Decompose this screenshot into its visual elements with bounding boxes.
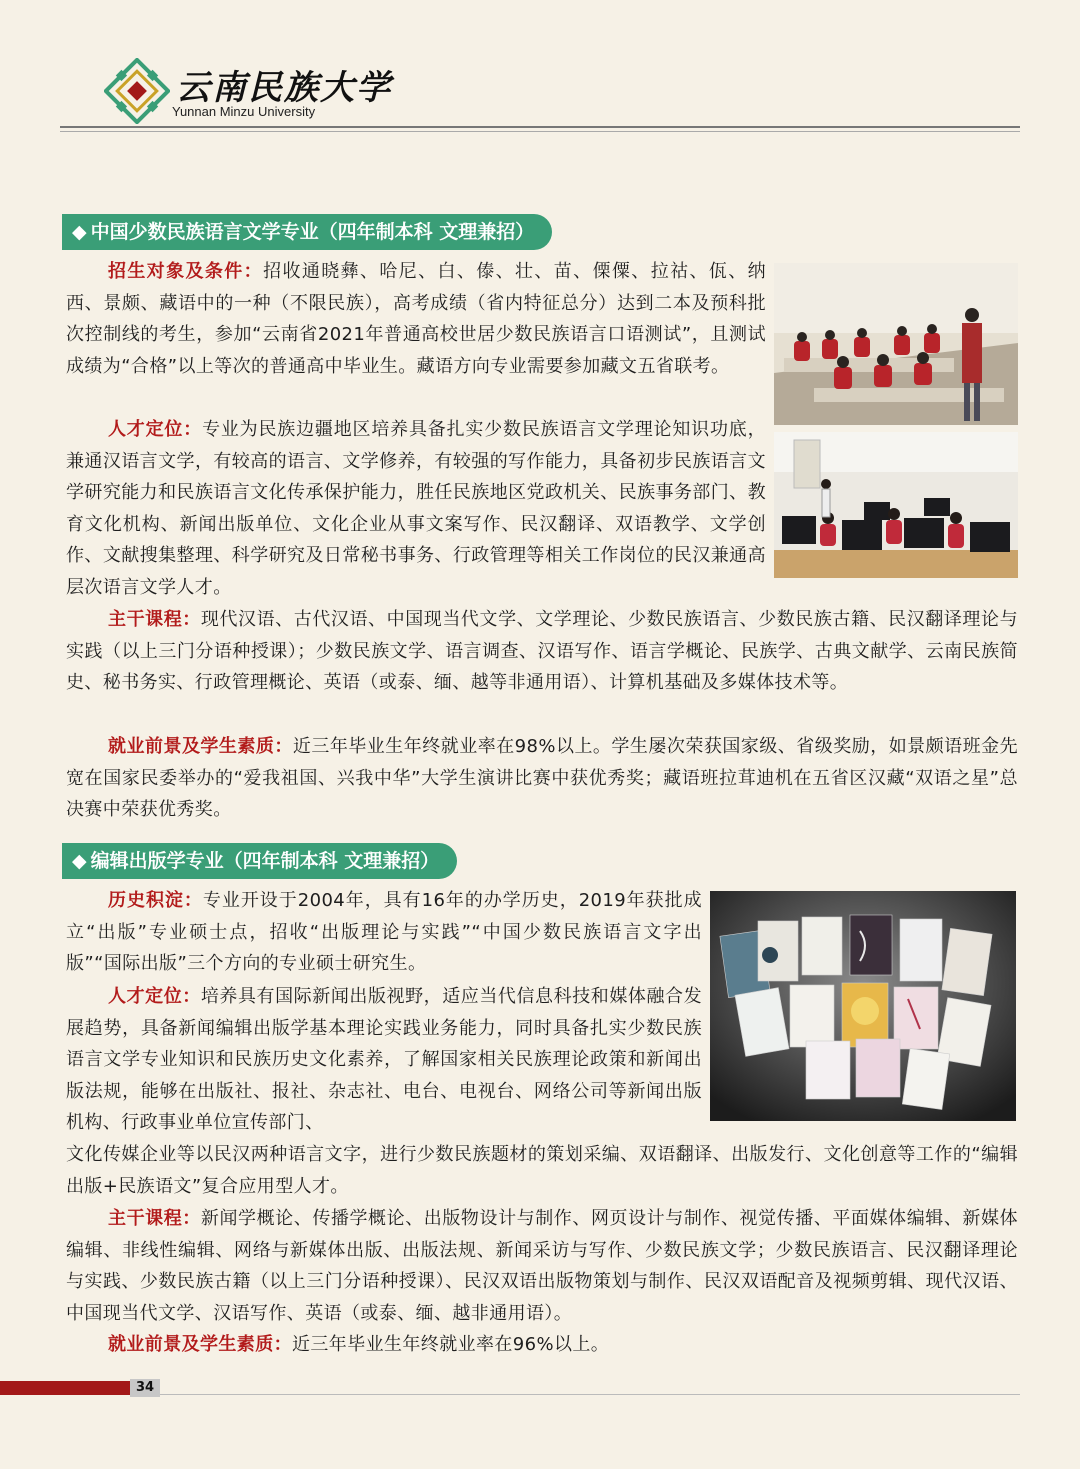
page-number: 34 bbox=[130, 1379, 160, 1397]
admission-label: 招生对象及条件： bbox=[108, 261, 264, 282]
talent-text: 专业为民族边疆地区培养具备扎实少数民族语言文学理论知识功底，兼通汉语言文学，有较高的语言、文学修养，有较强的写作能力，具备初步民族语言文学研究能力和民族语言文化传承保护能力，胜任民族地区党政机关、民族事务部门、教育文化机构、新闻出版单位、文化企业从事文案写作、民汉翻译、双语教学、文学创作、文献搜集整理、科学研究及日常秘书事务、行政管理等相关工作岗位的民汉兼通高层次语言文学人才。 bbox=[66, 419, 767, 598]
section2-talent-paragraph-part1 bbox=[66, 981, 702, 1139]
section1-courses-paragraph bbox=[66, 604, 1018, 699]
employment-label: 就业前景及学生素质： bbox=[108, 736, 293, 757]
section-title-minority-languages bbox=[62, 214, 552, 250]
section-title-text: 中国少数民族语言文学专业（四年制本科 文理兼招） bbox=[90, 221, 535, 243]
university-name-cn: 云南民族大学 bbox=[176, 68, 392, 108]
courses-text: 新闻学概论、传播学概论、出版物设计与制作、网页设计与制作、视觉传播、平面媒体编辑、新媒体编辑、非线性编辑、网络与新媒体出版、出版法规、新闻采访与写作、少数民族文学；少数民族语言、民汉翻译理论与实践、少数民族古籍（以上三门分语种授课）、民汉双语出版物策划与制作、民汉双语配音及视频剪辑、现代汉语、中国现当代文学、汉语写作、英语（或泰、缅、越非通用语）。 bbox=[66, 1208, 1018, 1324]
employment-label: 就业前景及学生素质： bbox=[108, 1334, 292, 1355]
computer-lab-photo bbox=[774, 432, 1018, 578]
history-label: 历史积淀： bbox=[108, 890, 203, 911]
courses-text: 现代汉语、古代汉语、中国现当代文学、文学理论、少数民族语言、少数民族古籍、民汉翻译理论与实践（以上三门分语种授课）；少数民族文学、语言调查、汉语写作、语言学概论、民族学、古典文献学、云南民族简史、秘书务实、行政管理概论、英语（或泰、缅、越等非通用语）、计算机基础及多媒体技术等。 bbox=[66, 609, 1018, 694]
section-title-editing-publishing bbox=[62, 843, 457, 879]
footer-divider bbox=[160, 1394, 1020, 1395]
header-divider bbox=[60, 126, 1020, 128]
university-name-en: Yunnan Minzu University bbox=[172, 104, 316, 119]
admission-text: 招收通晓彝、哈尼、白、傣、壮、苗、傈僳、拉祜、佤、纳西、景颇、藏语中的一种（不限民族），高考成绩（省内特征总分）达到二本及预科批次控制线的考生，参加“云南省2021年普通高校世居少数民族语言口语测试”，且测试成绩为“合格”以上等次的普通高中毕业生。藏语方向专业需要参加藏文五省联考。 bbox=[66, 261, 766, 377]
section2-courses-paragraph bbox=[66, 1203, 1018, 1329]
history-text: 专业开设于2004年，具有16年的办学历史，2019年获批成立“出版”专业硕士点，招收“出版理论与实践”“中国少数民族语言文字出版”“国际出版”三个方向的专业硕士研究生。 bbox=[66, 890, 702, 975]
employment-text: 近三年毕业生年终就业率在96%以上。 bbox=[292, 1334, 610, 1355]
section-title-text: 编辑出版学专业（四年制本科 文理兼招） bbox=[90, 850, 440, 872]
section2-talent-paragraph-part2 bbox=[66, 1139, 1018, 1202]
diamond-bullet-icon: ◆ bbox=[72, 221, 87, 243]
published-books-photo bbox=[710, 891, 1016, 1121]
courses-label: 主干课程： bbox=[108, 609, 201, 630]
courses-label: 主干课程： bbox=[108, 1208, 201, 1229]
talent-label: 人才定位： bbox=[108, 419, 203, 440]
talent-text-wide: 文化传媒企业等以民汉两种语言文字，进行少数民族题材的策划采编、双语翻译、出版发行、文化创意等工作的“编辑出版+民族语文”复合应用型人才。 bbox=[66, 1144, 1018, 1197]
section1-employment-paragraph bbox=[66, 731, 1018, 826]
employment-text: 近三年毕业生年终就业率在98%以上。学生屡次荣获国家级、省级奖励，如景颇语班金先宽在国家民委举办的“爱我祖国、兴我中华”大学生演讲比赛中获优秀奖；藏语班拉茸迪机在五省区汉藏“双语之星”总决赛中荣获优秀奖。 bbox=[66, 736, 1018, 821]
classroom-photo bbox=[774, 263, 1018, 425]
header-divider-thin bbox=[60, 131, 1020, 132]
section1-admission-paragraph bbox=[66, 256, 766, 382]
footer-accent-bar bbox=[0, 1381, 130, 1395]
talent-text-narrow: 培养具有国际新闻出版视野，适应当代信息科技和媒体融合发展趋势，具备新闻编辑出版学基本理论实践业务能力，同时具备扎实少数民族语言文学专业知识和民族历史文化素养，了解国家相关民族理论政策和新闻出版法规，能够在出版社、报社、杂志社、电台、电视台、网络公司等新闻出版机构、行政事业单位宣传部门、 bbox=[66, 986, 702, 1134]
diamond-bullet-icon: ◆ bbox=[72, 850, 87, 872]
page-header bbox=[0, 0, 1080, 140]
section1-talent-paragraph bbox=[66, 414, 766, 604]
talent-label: 人才定位： bbox=[108, 986, 201, 1007]
section2-history-paragraph bbox=[66, 885, 702, 980]
university-emblem-icon bbox=[104, 58, 170, 124]
section2-employment-paragraph bbox=[66, 1329, 1018, 1361]
